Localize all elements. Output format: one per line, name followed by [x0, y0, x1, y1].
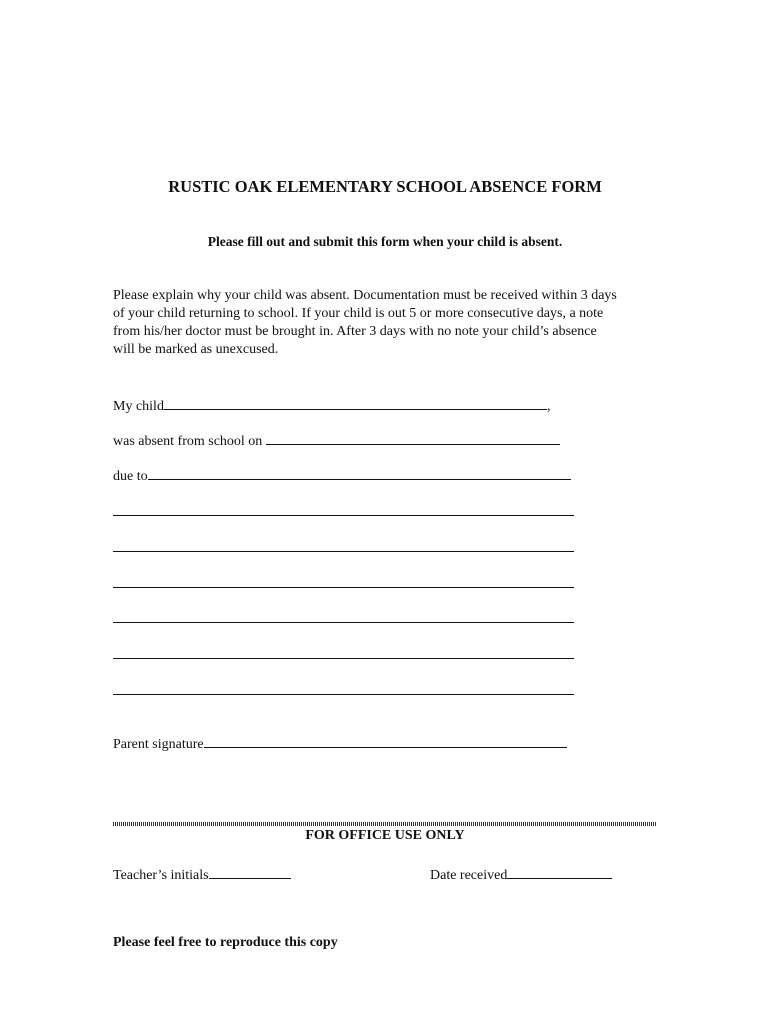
reason-continuation-line[interactable] — [113, 694, 574, 695]
reason-label: due to — [113, 469, 148, 484]
teacher-initials-field[interactable] — [209, 864, 291, 879]
parent-signature-row — [113, 733, 567, 753]
form-title: RUSTIC OAK ELEMENTARY SCHOOL ABSENCE FORM — [168, 177, 602, 196]
instructions-line: from his/her doctor must be brought in. After 3 days with no note your child’s absence — [113, 324, 597, 339]
reason-continuation-line[interactable] — [113, 587, 574, 588]
instructions-line: of your child returning to school. If your child is out 5 or more consecutive days, a note — [113, 306, 604, 321]
reason-continuation-line[interactable] — [113, 515, 574, 516]
child-name-field[interactable] — [164, 395, 547, 410]
date-received-field[interactable] — [507, 864, 612, 879]
absent-date-row — [113, 430, 560, 450]
reason-field[interactable] — [148, 465, 571, 480]
reason-row — [113, 465, 571, 485]
absent-date-label: was absent from school on — [113, 434, 263, 449]
parent-signature-field[interactable] — [204, 733, 567, 748]
reason-continuation-line[interactable] — [113, 658, 574, 659]
reason-continuation-line[interactable] — [113, 551, 574, 552]
teacher-initials-row — [113, 864, 291, 884]
office-section-divider — [113, 822, 657, 826]
instructions-line: will be marked as unexcused. — [113, 342, 279, 357]
reason-continuation-line[interactable] — [113, 622, 574, 623]
instructions-line: Please explain why your child was absent. Documentation must be received within 3 days — [113, 288, 617, 303]
instructions-paragraph — [113, 287, 673, 359]
child-name-row — [113, 395, 550, 415]
form-subtitle: Please fill out and submit this form when your child is absent. — [207, 234, 563, 249]
teacher-initials-label: Teacher’s initials — [113, 868, 209, 883]
child-name-comma: , — [546, 399, 551, 414]
date-received-row — [430, 864, 612, 884]
reproduce-note: Please feel free to reproduce this copy — [113, 935, 338, 950]
office-use-heading: FOR OFFICE USE ONLY — [305, 828, 465, 843]
absent-date-field[interactable] — [266, 430, 560, 445]
parent-signature-label: Parent signature — [113, 737, 204, 752]
child-name-label: My child — [113, 399, 164, 414]
date-received-label: Date received — [430, 868, 508, 883]
